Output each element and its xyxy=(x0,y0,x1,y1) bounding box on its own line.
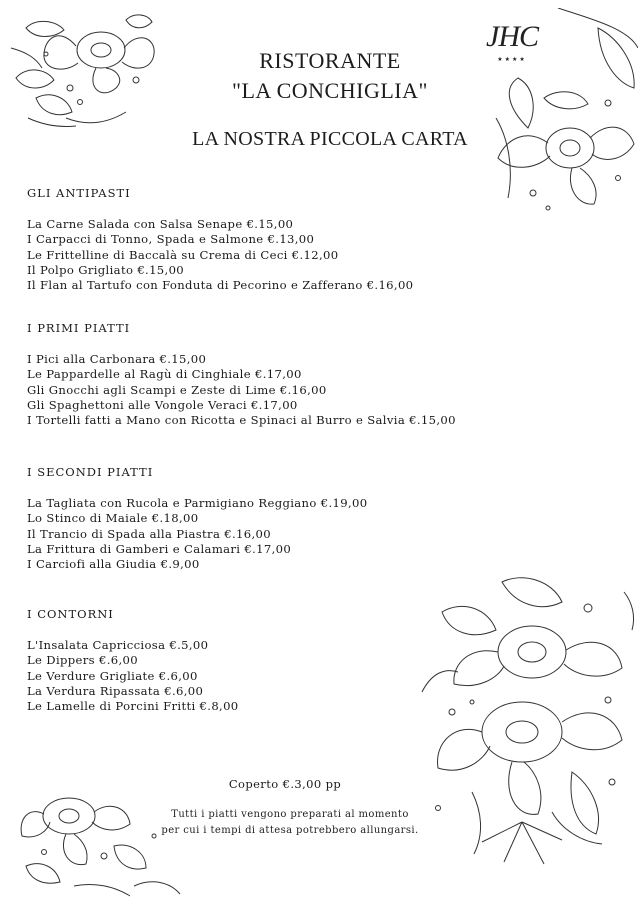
section-title-primi: I PRIMI PIATTI xyxy=(27,321,131,335)
restaurant-name: "LA CONCHIGLIA" xyxy=(232,78,428,103)
preparation-note-line-1: Tutti i piatti vengono preparati al momento xyxy=(171,809,409,820)
menu-item: I Pici alla Carbonara €.15,00 xyxy=(27,352,207,366)
menu-item: I Carpacci di Tonno, Spada e Salmone €.13,00 xyxy=(27,232,315,247)
menu-item: Gli Spaghettoni alle Vongole Veraci €.17,00 xyxy=(27,397,298,412)
menu-item: Il Trancio di Spada alla Piastra €.16,00 xyxy=(27,526,271,541)
menu-item: Gli Gnocchi agli Scampi e Zeste di Lime €.16,00 xyxy=(27,382,327,397)
logo-monogram: JHC xyxy=(486,20,538,53)
restaurant-label: RISTORANTE xyxy=(259,48,401,73)
section-list-primi xyxy=(27,352,456,428)
floral-ornament-top-right xyxy=(488,8,638,213)
menu-item: La Verdura Ripassata €.6,00 xyxy=(27,683,204,698)
floral-ornament-bottom-left xyxy=(14,786,184,898)
menu-item: Le Pappardelle al Ragù di Cinghiale €.17,00 xyxy=(27,367,302,382)
menu-item: Lo Stinco di Maiale €.18,00 xyxy=(27,511,199,526)
menu-item: I Carciofi alla Giudia €.9,00 xyxy=(27,557,200,572)
menu-item: Il Flan al Tartufo con Fonduta di Pecorino e Zafferano €.16,00 xyxy=(27,278,414,293)
section-list-secondi xyxy=(27,496,367,572)
menu-item: L'Insalata Capricciosa €.5,00 xyxy=(27,638,209,652)
floral-ornament-top-left xyxy=(6,8,166,138)
menu-item: I Tortelli fatti a Mano con Ricotta e Spinaci al Burro e Salvia €.15,00 xyxy=(27,413,456,428)
menu-item: Le Dippers €.6,00 xyxy=(27,653,138,668)
section-list-contorni xyxy=(27,638,239,714)
section-title-contorni: I CONTORNI xyxy=(27,607,114,621)
menu-item: La Carne Salada con Salsa Senape €.15,00 xyxy=(27,217,294,231)
menu-item: Le Frittelline di Baccalà su Crema di Ceci €.12,00 xyxy=(27,247,339,262)
menu-subtitle: LA NOSTRA PICCOLA CARTA xyxy=(192,128,468,150)
menu-item: Le Lamelle di Porcini Fritti €.8,00 xyxy=(27,699,239,714)
section-title-antipasti: GLI ANTIPASTI xyxy=(27,186,131,200)
section-title-secondi: I SECONDI PIATTI xyxy=(27,465,154,479)
menu-item: La Tagliata con Rucola e Parmigiano Reggiano €.19,00 xyxy=(27,496,368,510)
preparation-note-line-2: per cui i tempi di attesa potrebbero allungarsi. xyxy=(161,825,419,836)
menu-item: Le Verdure Grigliate €.6,00 xyxy=(27,668,198,683)
menu-item: Il Polpo Grigliato €.15,00 xyxy=(27,262,185,277)
section-list-antipasti xyxy=(27,217,413,293)
logo-stars: ★★★★ xyxy=(497,56,527,63)
floral-ornament-middle-right xyxy=(412,572,640,867)
cover-charge: Coperto €.3,00 pp xyxy=(228,777,342,791)
menu-item: La Frittura di Gamberi e Calamari €.17,00 xyxy=(27,541,292,556)
